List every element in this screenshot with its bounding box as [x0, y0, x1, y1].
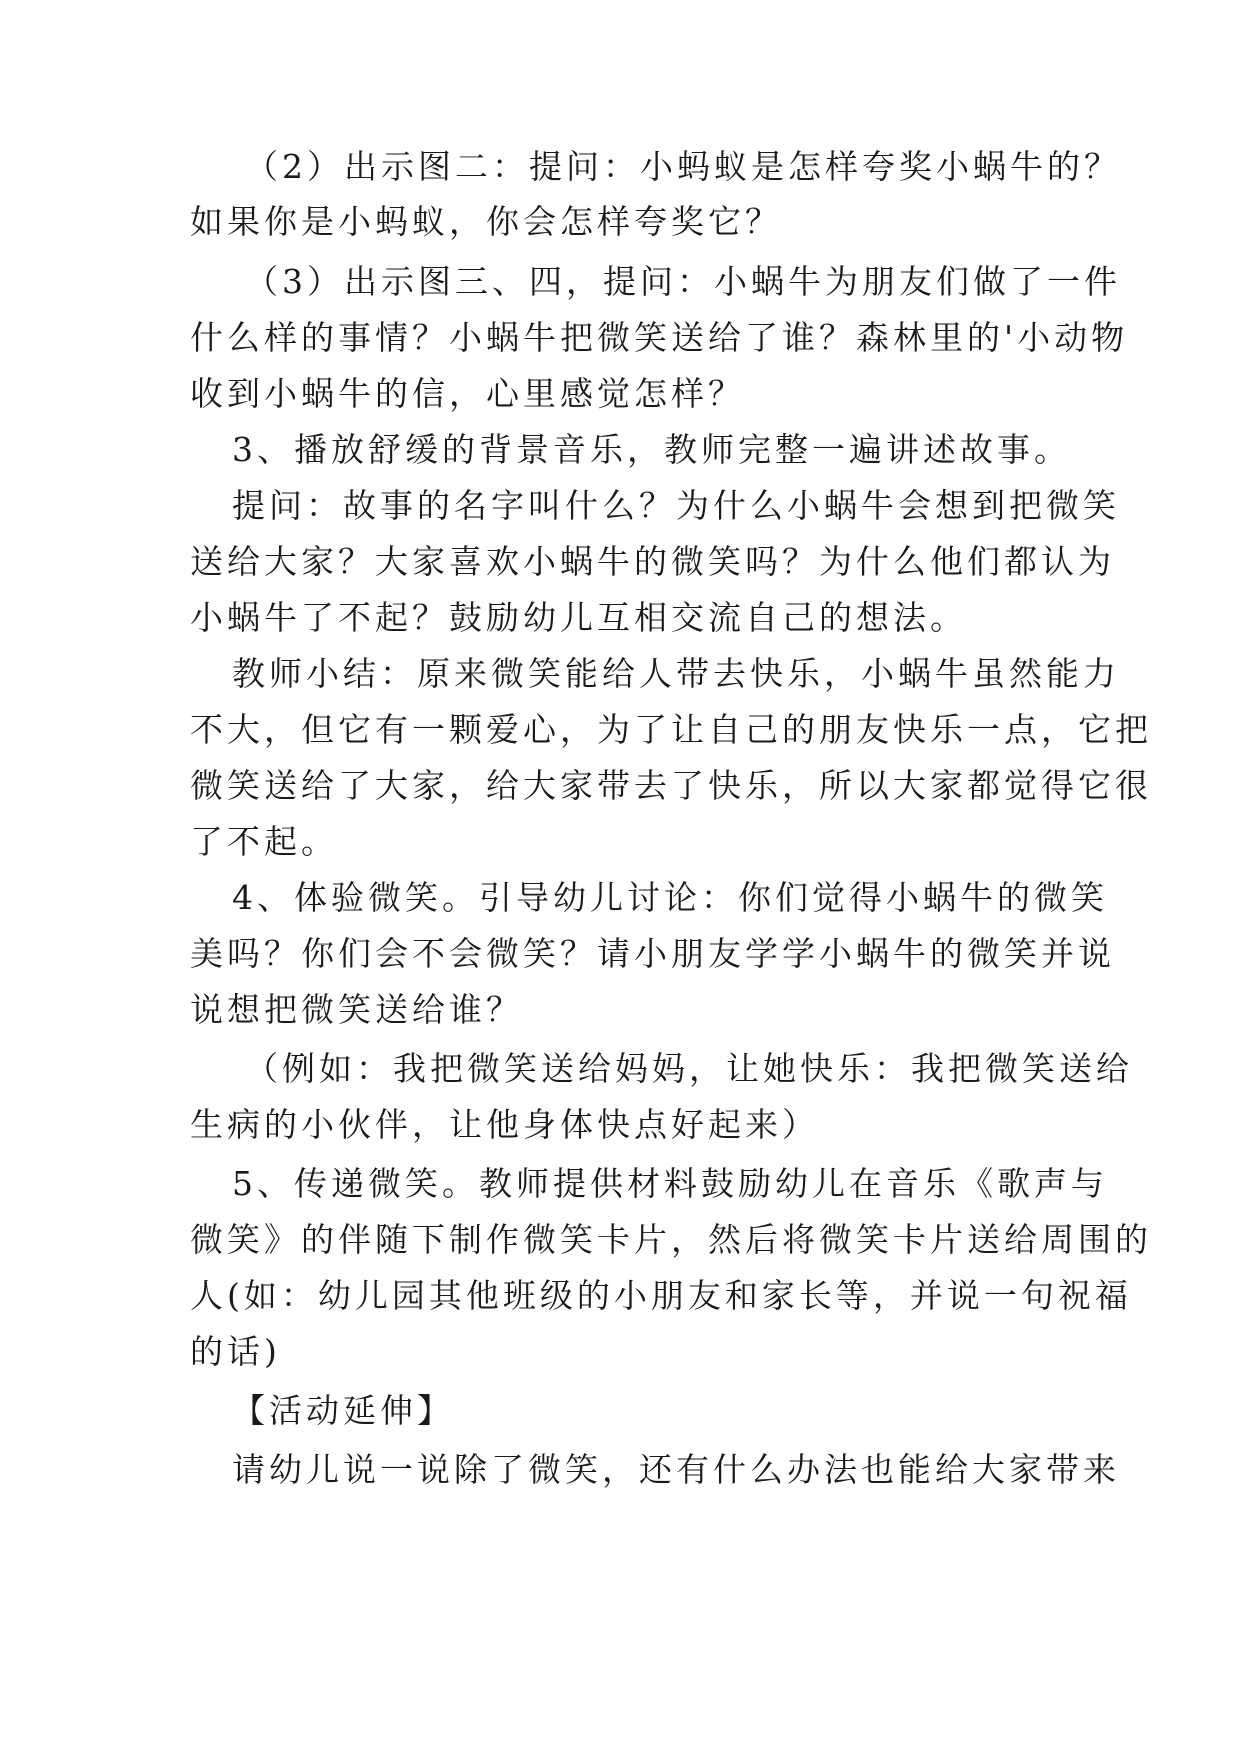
text-line: 5、传递微笑。教师提供材料鼓励幼儿在音乐《歌声与 [232, 1164, 1108, 1203]
text-line: 4、体验微笑。引导幼儿讨论：你们觉得小蜗牛的微笑 [232, 878, 1108, 917]
text-line: 如果你是小蚂蚁，你会怎样夸奖它？ [190, 202, 782, 241]
section-heading: 【活动延伸】 [232, 1391, 454, 1430]
text-line: （例如：我把微笑送给妈妈，让她快乐：我把微笑送给 [245, 1049, 1133, 1088]
text-line: 的话) [190, 1332, 281, 1371]
text-line: 收到小蜗牛的信，心里感觉怎样？ [190, 374, 745, 413]
text-line: （3）出示图三、四，提问：小蜗牛为朋友们做了一件 [245, 262, 1121, 301]
text-line: 美吗？你们会不会微笑？请小朋友学学小蜗牛的微笑并说 [190, 934, 1115, 973]
text-line: 说想把微笑送给谁？ [190, 990, 523, 1029]
text-line: 微笑》的伴随下制作微笑卡片，然后将微笑卡片送给周围的 [190, 1220, 1152, 1259]
text-line: 提问：故事的名字叫什么？为什么小蜗牛会想到把微笑 [232, 486, 1120, 525]
text-line: 微笑送给了大家，给大家带去了快乐，所以大家都觉得它很 [190, 766, 1152, 805]
text-line: 什么样的事情？小蜗牛把微笑送给了谁？森林里的'小动物 [190, 318, 1129, 357]
text-line: 请幼儿说一说除了微笑，还有什么办法也能给大家带来 [232, 1450, 1120, 1489]
text-line: 不大，但它有一颗爱心，为了让自己的朋友快乐一点，它把 [190, 710, 1152, 749]
text-line: 生病的小伙伴，让他身体快点好起来） [190, 1105, 819, 1144]
text-line: 3、播放舒缓的背景音乐，教师完整一遍讲述故事。 [232, 430, 1071, 469]
text-line: 人(如：幼儿园其他班级的小朋友和家长等，并说一句祝福 [190, 1276, 1132, 1315]
text-line: 了不起。 [190, 822, 338, 861]
text-line: 小蜗牛了不起？鼓励幼儿互相交流自己的想法。 [190, 598, 967, 637]
text-line: （2）出示图二：提问：小蚂蚁是怎样夸奖小蜗牛的？ [245, 147, 1121, 186]
text-line: 送给大家？大家喜欢小蜗牛的微笑吗？为什么他们都认为 [190, 542, 1115, 581]
text-line: 教师小结：原来微笑能给人带去快乐，小蜗牛虽然能力 [232, 654, 1120, 693]
